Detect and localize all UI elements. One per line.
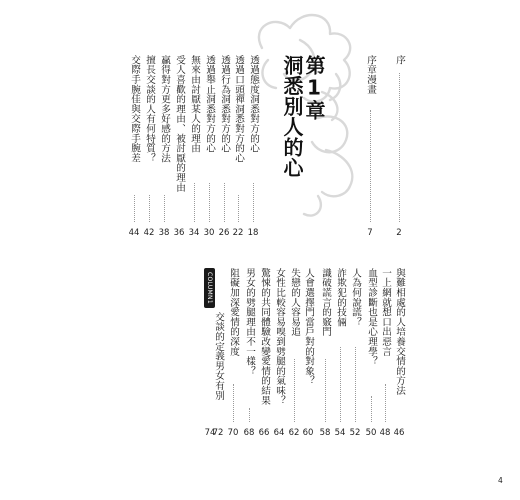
toc-entry-page: 52 xyxy=(349,428,361,438)
toc-entry-page: 60 xyxy=(302,428,314,438)
toc-entry-page: 70 xyxy=(227,428,239,438)
toc-entry-title: 阻礙加深愛情的深度 xyxy=(228,268,239,357)
toc-entry[interactable] xyxy=(173,55,185,240)
toc-entry[interactable] xyxy=(243,268,255,440)
page-number: 4 xyxy=(498,476,503,485)
toc-entry-page: 66 xyxy=(258,428,270,438)
dot-leader xyxy=(371,396,372,422)
dot-leader xyxy=(149,195,150,222)
toc-entry-page: 72 xyxy=(212,428,224,438)
toc-entry[interactable] xyxy=(143,55,155,240)
toc-entry-title: 血型診斷也是心理學？ xyxy=(366,268,377,366)
toc-entry[interactable] xyxy=(204,268,216,440)
dot-leader xyxy=(134,195,135,222)
toc-entry-page: 7 xyxy=(367,228,373,238)
dot-leader xyxy=(294,359,295,422)
toc-entry-title: 人為何說謊？ xyxy=(350,268,361,327)
chapter-number: 第1章 xyxy=(302,55,326,121)
dot-leader xyxy=(325,359,326,422)
toc-entry[interactable] xyxy=(349,268,361,440)
toc-entry-page: 26 xyxy=(218,228,230,238)
toc-entry[interactable] xyxy=(158,55,170,240)
toc-entry-title: 與難相處的人培養交情的方法 xyxy=(394,268,405,396)
toc-entry-title: 序 xyxy=(394,55,405,65)
toc-entry-page: 50 xyxy=(365,428,377,438)
dot-leader xyxy=(224,183,225,222)
toc-entry-page: 30 xyxy=(203,228,215,238)
toc-entry[interactable] xyxy=(247,55,259,240)
toc-entry[interactable] xyxy=(319,268,331,440)
toc-entry-title: 擅長交談的人有何特質？ xyxy=(144,55,155,163)
toc-entry-page: 34 xyxy=(188,228,200,238)
toc-entry[interactable] xyxy=(273,268,285,440)
toc-entry-title: 透過態度洞悉對方的心 xyxy=(248,55,259,153)
toc-entry[interactable] xyxy=(364,55,376,240)
toc-entry-page: 58 xyxy=(319,428,331,438)
toc-entry[interactable] xyxy=(334,268,346,440)
toc-entry-page: 2 xyxy=(396,228,402,238)
toc-entry[interactable] xyxy=(227,268,239,440)
toc-entry-title: 受人喜歡的理由、被討厭的理由 xyxy=(174,55,185,193)
dot-leader xyxy=(385,384,386,422)
toc-entry[interactable] xyxy=(393,55,405,240)
chapter-title xyxy=(280,55,326,195)
toc-entry[interactable] xyxy=(365,268,377,440)
toc-entry[interactable] xyxy=(393,268,405,440)
toc-entry-page: 22 xyxy=(232,228,244,238)
toc-entry-page: 44 xyxy=(128,228,140,238)
toc-entry-title: 序章漫畫 xyxy=(365,55,376,95)
dot-leader xyxy=(253,183,254,222)
toc-entry-title: 透過舉止洞悉對方的心 xyxy=(204,55,215,153)
dot-leader xyxy=(238,195,239,222)
toc-entry[interactable] xyxy=(128,55,140,240)
toc-entry-title: 透過行為洞悉對方的心 xyxy=(219,55,230,153)
dot-leader xyxy=(399,73,400,222)
toc-entry[interactable] xyxy=(218,55,230,240)
toc-entry[interactable] xyxy=(302,268,314,440)
toc-entry[interactable] xyxy=(258,268,270,440)
toc-entry-title: 一上網就想口出惡言 xyxy=(380,268,391,357)
dot-leader xyxy=(370,110,371,222)
dot-leader xyxy=(164,195,165,222)
toc-entry[interactable] xyxy=(288,268,300,440)
toc-entry[interactable] xyxy=(232,55,244,240)
toc-entry-page: 68 xyxy=(243,428,255,438)
dot-leader xyxy=(340,347,341,422)
dot-leader xyxy=(209,183,210,222)
toc-entry[interactable] xyxy=(188,55,200,240)
dot-leader xyxy=(194,183,195,222)
toc-entry-page: 62 xyxy=(288,428,300,438)
toc-entry-page: 54 xyxy=(334,428,346,438)
toc-entry-title: 女性比較容易嗅到劈腿的氣味？ xyxy=(274,268,285,406)
toc-entry-title: 驚悚的共同體驗改變愛情的結果 xyxy=(259,268,270,406)
chapter-name: 洞悉別人的心 xyxy=(280,55,304,178)
toc-entry-page: 64 xyxy=(273,428,285,438)
dot-leader xyxy=(233,384,234,422)
column-badge: COLUMN1 xyxy=(204,268,215,308)
toc-entry-title: 無來由討厭某人的理由 xyxy=(189,55,200,153)
toc-entry[interactable] xyxy=(379,268,391,440)
dot-leader xyxy=(249,408,250,422)
toc-entry-title: 透過口頭禪洞悉對方的心 xyxy=(233,55,244,163)
toc-entry-title: 交談的定義男女有別 xyxy=(213,312,224,401)
toc-entry-page: 74 xyxy=(204,428,216,438)
dot-leader xyxy=(355,347,356,422)
toc-entry-page: 42 xyxy=(143,228,155,238)
toc-entry-title: 識破謊言的竅門 xyxy=(320,268,331,337)
toc-entry-page: 18 xyxy=(247,228,259,238)
toc-entry-title: 贏得對方更多好感的方法 xyxy=(159,55,170,163)
toc-entry-title: 詐欺犯的技倆 xyxy=(335,268,346,327)
toc-entry-title: 失戀的人容易追 xyxy=(289,268,300,337)
toc-entry-title: 人會選擇門當戶對的對象？ xyxy=(303,268,314,386)
toc-entry-title: 交際手腕佳與交際手腕差 xyxy=(129,55,140,163)
toc-entry-page: 38 xyxy=(158,228,170,238)
toc-entry-title: 男女的劈腿理由不一樣？ xyxy=(244,268,255,376)
toc-entry[interactable] xyxy=(203,55,215,240)
toc-entry-page: 36 xyxy=(173,228,185,238)
toc-entry-page: 46 xyxy=(393,428,405,438)
toc-entry-page: 48 xyxy=(379,428,391,438)
